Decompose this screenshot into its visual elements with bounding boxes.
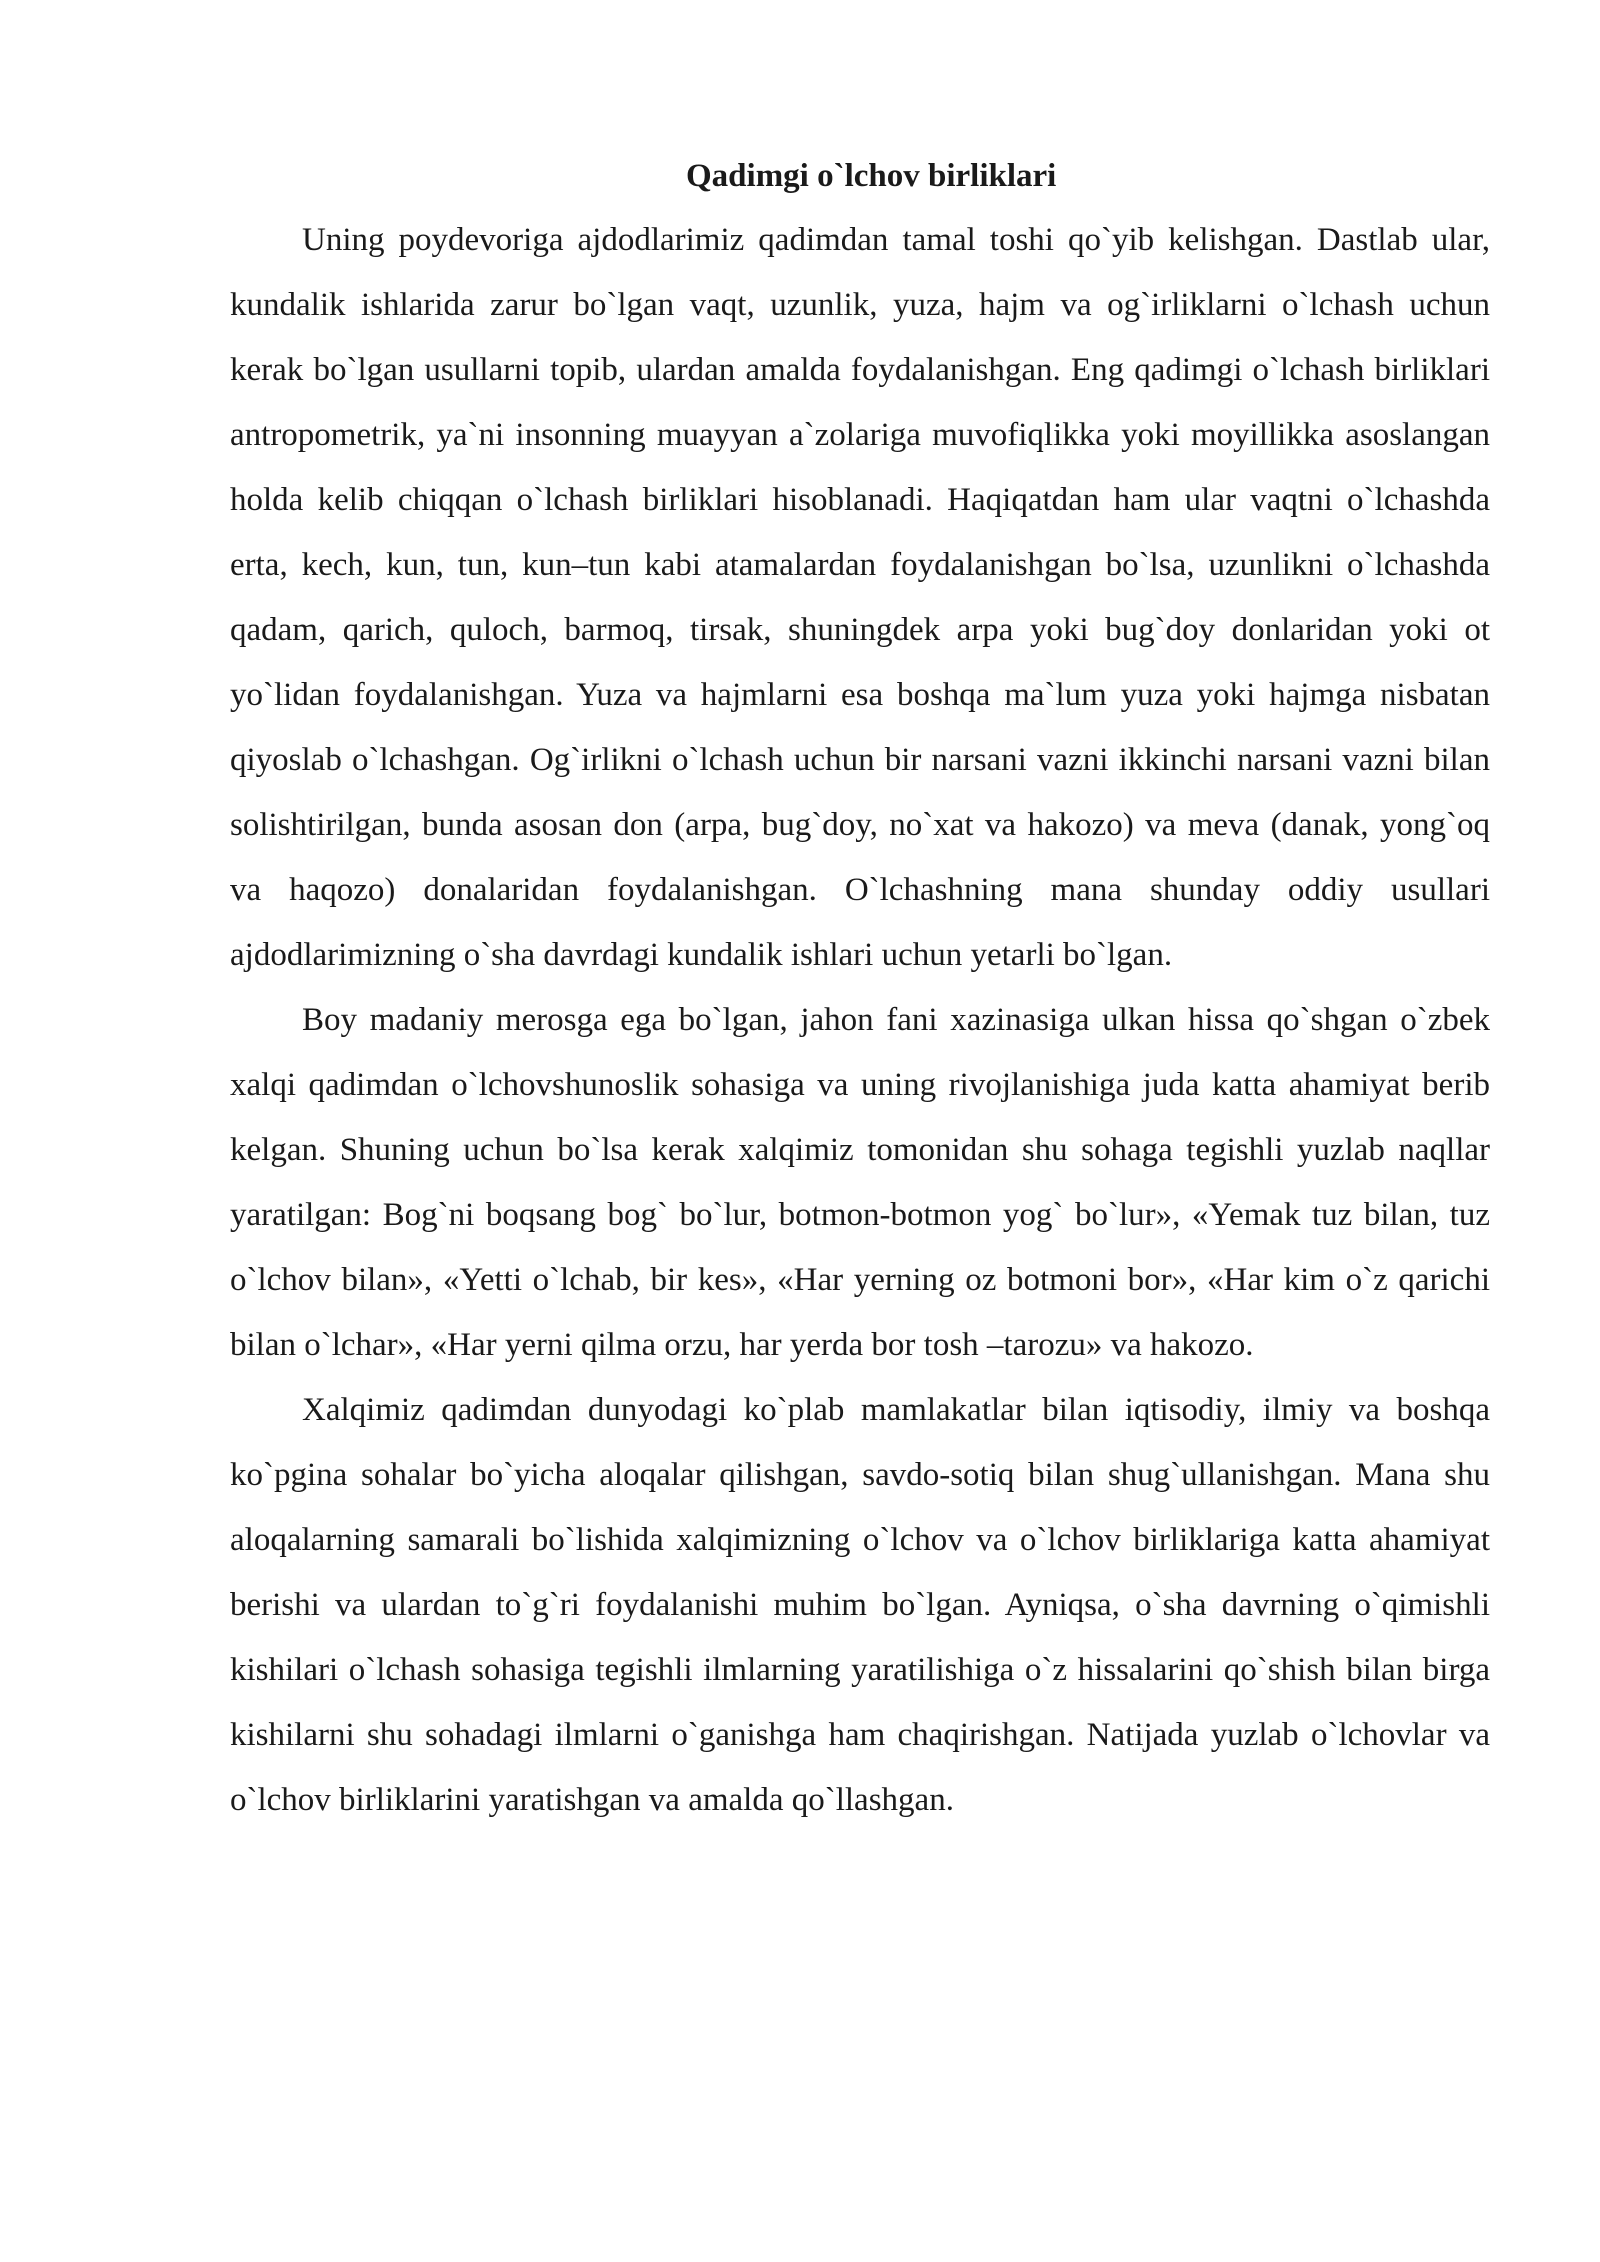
paragraph-1: Uning poydevoriga ajdodlarimiz qadimdan tamal toshi qo`yib kelishgan. Dastlab ular, kundalik ishlarida zarur bo`lgan vaqt, uzunlik, yuza, hajm va og`irliklarni o`lchash uchun kerak bo`lgan usullarni topib, ulardan amalda foydalanishgan. Eng qadimgi o`lchash birliklari antropometrik, ya`ni insonning muayyan a`zolariga muvofiqlikka yoki moyillikka asoslangan holda kelib chiqqan o`lchash birliklari hisoblanadi. Haqiqatdan ham ular vaqtni o`lchashda erta, kech, kun, tun, kun–tun kabi atamalardan foydalanishgan bo`lsa, uzunlikni o`lchashda qadam, qarich, quloch, barmoq, tirsak, shuningdek arpa yoki bug`doy donlaridan yoki ot yo`lidan foydalanishgan. Yuza va hajmlarni esa boshqa ma`lum yuza yoki hajmga nisbatan qiyoslab o`lchashgan. Og`irlikni o`lchash uchun bir narsani vazni ikkinchi narsani vazni bilan solishtirilgan, bunda asosan don (arpa, bug`doy, no`xat va hakozo) va meva (danak, yong`oq va haqozo) donalaridan foydalanishgan. O`lchashning mana shunday oddiy usullari ajdodlarimizning o`sha davrdagi kundalik ishlari uchun yetarli bo`lgan. xyxy=(230,222,1490,973)
paragraph-3: Xalqimiz qadimdan dunyodagi ko`plab mamlakatlar bilan iqtisodiy, ilmiy va boshqa ko`pgina sohalar bo`yicha aloqalar qilishgan, savdo-sotiq bilan shug`ullanishgan. Mana shu aloqalarning samarali bo`lishida xalqimizning o`lchov va o`lchov birliklariga katta ahamiyat berishi va ulardan to`g`ri foydalanishi muhim bo`lgan. Ayniqsa, o`sha davrning o`qimishli kishilari o`lchash sohasiga tegishli ilmlarning yaratilishiga o`z hissalarini qo`shish bilan birga kishilarni shu sohadagi ilmlarni o`ganishga ham chaqirishgan. Natijada yuzlab o`lchovlar va o`lchov birliklarini yaratishgan va amalda qo`llashgan. xyxy=(230,1392,1490,1818)
document-body xyxy=(230,152,1490,1833)
document-title: Qadimgi o`lchov birliklari xyxy=(686,158,1057,194)
paragraph-2: Boy madaniy merosga ega bo`lgan, jahon fani xazinasiga ulkan hissa qo`shgan o`zbek xalqi qadimdan o`lchovshunoslik sohasiga va uning rivojlanishiga juda katta ahamiyat berib kelgan. Shuning uchun bo`lsa kerak xalqimiz tomonidan shu sohaga tegishli yuzlab naqllar yaratilgan: Bog`ni boqsang bog` bo`lur, botmon-botmon yog` bo`lur», «Yemak tuz bilan, tuz o`lchov bilan», «Yetti o`lchab, bir kes», «Har yerning oz botmoni bor», «Har kim o`z qarichi bilan o`lchar», «Har yerni qilma orzu, har yerda bor tosh –tarozu» va hakozo. xyxy=(230,1002,1490,1363)
